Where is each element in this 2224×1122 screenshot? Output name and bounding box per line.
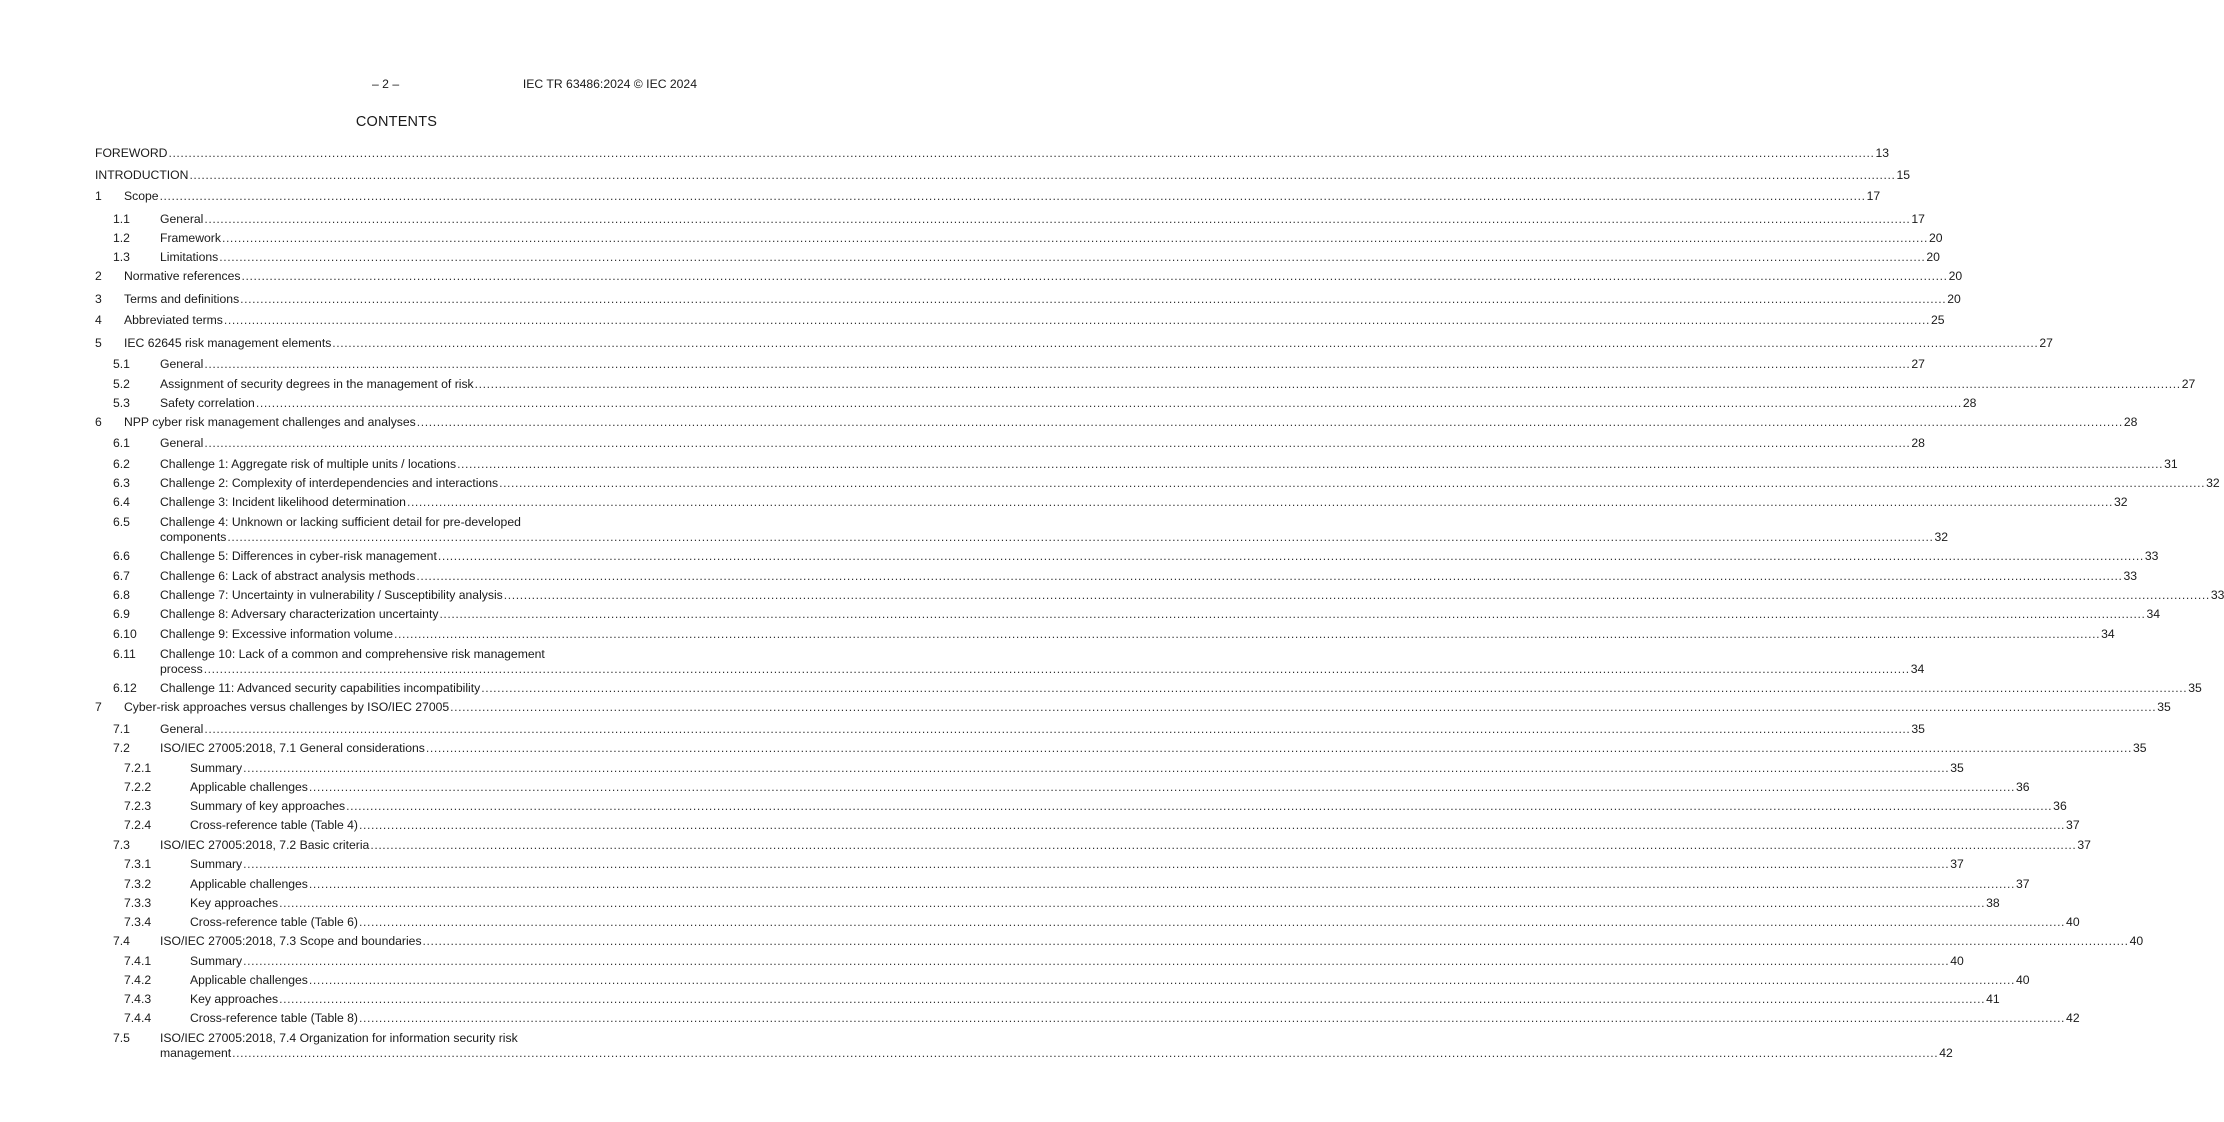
toc-entry-number: 6.9	[113, 607, 130, 621]
dot-leader	[204, 436, 1910, 451]
toc-entry-page: 25	[1930, 313, 1945, 327]
toc-entry[interactable]	[95, 212, 1925, 227]
dot-leader	[450, 700, 2156, 715]
toc-entry-number: 7.3	[113, 838, 130, 852]
toc-entry-page: 37	[2015, 877, 2030, 891]
toc-entry-page: 40	[2129, 934, 2144, 948]
toc-entry-number: 4	[95, 313, 102, 327]
toc-entry[interactable]	[95, 549, 2159, 564]
toc-entry-number: 7.2	[113, 741, 130, 755]
toc-entry-number: 7.3.2	[124, 877, 152, 891]
toc-entry-page: 37	[2077, 838, 2091, 852]
dot-leader	[204, 357, 1910, 372]
toc-entry-page: 40	[2015, 973, 2030, 987]
toc-entry-page: 27	[2039, 336, 2053, 350]
toc-entry[interactable]	[95, 457, 2178, 472]
toc-entry-page: 36	[2015, 780, 2030, 794]
dot-leader	[256, 396, 1962, 411]
dot-leader	[359, 1011, 2065, 1026]
toc-entry[interactable]	[95, 1011, 2080, 1026]
toc-entry-number: 7.2.4	[124, 818, 152, 832]
toc-entry[interactable]	[95, 336, 2053, 351]
toc-entry-title: Challenge 11: Advanced security capabilities incompatibility	[160, 681, 481, 695]
toc-entry-title: General	[160, 212, 204, 226]
toc-entry-title: Challenge 7: Uncertainty in vulnerability / Susceptibility analysis	[160, 588, 503, 602]
dot-leader	[423, 934, 2129, 949]
toc-entry-number: 3	[95, 292, 102, 306]
dot-leader	[227, 530, 1933, 545]
toc-entry-title: Challenge 5: Differences in cyber-risk management	[160, 549, 437, 563]
toc-entry-page: 33	[2123, 569, 2138, 583]
toc-entry-page: 27	[1911, 357, 1925, 371]
toc-entry-title: General	[160, 722, 204, 736]
toc-entry[interactable]	[95, 761, 1964, 776]
toc-entry-page: 17	[1866, 189, 1881, 203]
toc-entry-title: Challenge 8: Adversary characterization uncertainty	[160, 607, 439, 621]
standard-identifier: IEC TR 63486:2024 © IEC 2024	[522, 77, 697, 91]
toc-entry-number: 5.1	[113, 357, 130, 371]
toc-entry-number: 5	[95, 336, 102, 350]
dot-leader	[426, 741, 2132, 756]
dot-leader	[439, 607, 2145, 622]
toc-entry-page: 20	[1929, 231, 1943, 245]
dot-leader	[204, 662, 1910, 677]
toc-entry-number: 1.1	[113, 212, 130, 226]
dot-leader	[359, 915, 2065, 930]
toc-entry-title: INTRODUCTION	[95, 168, 189, 182]
toc-entry[interactable]	[95, 269, 1963, 284]
toc-entry[interactable]	[95, 588, 2224, 603]
toc-entry[interactable]	[95, 495, 2128, 510]
toc-entry-title: Challenge 4: Unknown or lacking sufficient detail for pre-developed	[160, 515, 521, 529]
toc-entry[interactable]	[95, 231, 1943, 246]
toc-entry-title-continued: components	[160, 530, 227, 544]
toc-entry[interactable]	[95, 896, 2000, 911]
toc-entry-title: Cyber-risk approaches versus challenges by ISO/IEC 27005	[124, 700, 450, 714]
toc-entry-page: 20	[1948, 269, 1963, 283]
toc-entry-title: Terms and definitions	[124, 292, 240, 306]
toc-entry-title: ISO/IEC 27005:2018, 7.2 Basic criteria	[160, 838, 370, 852]
toc-entry-number: 7.2.1	[124, 761, 152, 775]
toc-entry-title: Framework	[160, 231, 221, 245]
toc-entry-page: 32	[2114, 495, 2128, 509]
toc-entry-page: 41	[1986, 992, 2000, 1006]
toc-entry-number: 5.3	[113, 396, 130, 410]
toc-entry[interactable]	[95, 973, 2030, 988]
toc-entry-number: 7.2.3	[124, 799, 152, 813]
toc-entry-page: 15	[1896, 168, 1911, 182]
toc-entry-number: 6.7	[113, 569, 130, 583]
toc-entry-title: Summary	[190, 761, 243, 775]
dot-leader	[309, 780, 2015, 795]
toc-entry-page: 28	[2123, 415, 2138, 429]
toc-entry[interactable]	[95, 722, 1925, 737]
toc-entry[interactable]	[95, 627, 2115, 642]
toc-entry-title: Challenge 1: Aggregate risk of multiple units / locations	[160, 457, 457, 471]
toc-entry[interactable]	[95, 607, 2161, 622]
dot-leader	[309, 973, 2015, 988]
toc-entry-title: Summary	[190, 857, 243, 871]
toc-entry-title: Key approaches	[190, 992, 279, 1006]
toc-entry[interactable]	[95, 681, 2202, 696]
toc-entry[interactable]	[95, 857, 1964, 872]
dot-leader	[475, 377, 2181, 392]
toc-entry-title: Assignment of security degrees in the management of risk	[160, 377, 474, 391]
dot-leader	[416, 569, 2122, 584]
toc-entry-title: Cross-reference table (Table 6)	[190, 915, 358, 929]
toc-entry-title: Challenge 10: Lack of a common and comprehensive risk management	[160, 647, 545, 661]
toc-entry[interactable]	[95, 476, 2220, 491]
toc-entry-page: 34	[2146, 607, 2161, 621]
dot-leader	[346, 799, 2052, 814]
toc-entry-number: 7.4.1	[124, 954, 152, 968]
dot-leader	[359, 818, 2065, 833]
toc-entry-page: 34	[1910, 662, 1925, 676]
toc-entry-number: 1.3	[113, 250, 130, 264]
toc-entry-page: 28	[1911, 436, 1925, 450]
page-number: – 2 –	[372, 77, 400, 91]
toc-entry-number: 6.1	[113, 436, 130, 450]
toc-entry[interactable]	[95, 396, 1977, 411]
toc-entry-number: 7.4.2	[124, 973, 152, 987]
toc-entry-number: 1.2	[113, 231, 130, 245]
toc-entry-title: Scope	[124, 189, 159, 203]
toc-entry-number: 7.3.3	[124, 896, 152, 910]
toc-entry-page: 33	[2144, 549, 2159, 563]
toc-entry-number: 7.3.4	[124, 915, 152, 929]
toc-entry-page: 20	[1926, 250, 1940, 264]
toc-entry-number: 7.2.2	[124, 780, 152, 794]
toc-entry[interactable]	[95, 189, 1881, 204]
dot-leader	[370, 838, 2076, 853]
dot-leader	[243, 761, 1949, 776]
toc-entry-title: IEC 62645 risk management elements	[124, 336, 332, 350]
toc-entry-page: 32	[1934, 530, 1949, 544]
dot-leader	[219, 250, 1925, 265]
toc-entry-page: 40	[1950, 954, 1964, 968]
toc-entry-number: 6.11	[113, 647, 136, 661]
toc-entry[interactable]	[95, 415, 2138, 430]
toc-entry-number: 6.2	[113, 457, 130, 471]
toc-entry[interactable]	[95, 741, 2147, 756]
dot-leader	[499, 476, 2205, 491]
dot-leader	[204, 722, 1910, 737]
toc-entry-title: Limitations	[160, 250, 219, 264]
toc-entry[interactable]	[95, 799, 2067, 814]
toc-entry[interactable]	[95, 647, 1925, 677]
toc-entry-number: 7.4	[113, 934, 130, 948]
toc-entry-number: 6.3	[113, 476, 130, 490]
toc-entry-number: 7.4.4	[124, 1011, 152, 1025]
toc-entry-page: 34	[2101, 627, 2115, 641]
toc-entry[interactable]	[95, 168, 1911, 183]
toc-entry-number: 7.5	[113, 1031, 130, 1045]
toc-entry-number: 1	[95, 189, 102, 203]
toc-entry-page: 35	[1950, 761, 1964, 775]
toc-entry-title: Cross-reference table (Table 8)	[190, 1011, 358, 1025]
toc-entry-title: ISO/IEC 27005:2018, 7.1 General considerations	[160, 741, 425, 755]
toc-entry-number: 6	[95, 415, 102, 429]
toc-entry-page: 35	[1911, 722, 1925, 736]
toc-entry-title: Safety correlation	[160, 396, 255, 410]
toc-entry-title: Cross-reference table (Table 4)	[190, 818, 358, 832]
toc-entry-title: Challenge 2: Complexity of interdependencies and interactions	[160, 476, 499, 490]
dot-leader	[407, 495, 2113, 510]
toc-entry-page: 35	[2188, 681, 2202, 695]
toc-entry[interactable]	[95, 436, 1925, 451]
toc-entry-number: 7.4.3	[124, 992, 152, 1006]
toc-entry[interactable]	[95, 515, 1949, 545]
toc-entry[interactable]	[95, 292, 1961, 307]
dot-leader	[481, 681, 2187, 696]
toc-entry-title-continued: management	[160, 1046, 232, 1060]
toc-entry-page: 37	[1950, 857, 1964, 871]
toc-entry-title: Challenge 6: Lack of abstract analysis methods	[160, 569, 416, 583]
dot-leader	[417, 415, 2123, 430]
toc-entry-page: 27	[2181, 377, 2196, 391]
toc-entry-title: Challenge 3: Incident likelihood determination	[160, 495, 406, 509]
dot-leader	[332, 336, 2038, 351]
toc-entry[interactable]	[95, 780, 2030, 795]
toc-entry-title: Summary of key approaches	[190, 799, 346, 813]
toc-entry[interactable]	[95, 250, 1940, 265]
toc-entry-title: General	[160, 436, 204, 450]
dot-leader	[438, 549, 2144, 564]
toc-entry-number: 6.5	[113, 515, 130, 529]
toc-entry-number: 6.10	[113, 627, 137, 641]
toc-entry-page: 31	[2164, 457, 2178, 471]
toc-entry[interactable]	[95, 838, 2091, 853]
toc-entry-page: 42	[2066, 1011, 2080, 1025]
toc-entry-number: 6.8	[113, 588, 130, 602]
toc-entry-title: Applicable challenges	[190, 973, 308, 987]
toc-entry[interactable]	[95, 357, 1925, 372]
toc-entry-page: 28	[1962, 396, 1977, 410]
dot-leader	[189, 168, 1895, 183]
dot-leader	[224, 313, 1930, 328]
toc-entry-page: 32	[2206, 476, 2220, 490]
dot-leader	[240, 292, 1946, 307]
toc-entry[interactable]	[95, 954, 1964, 969]
toc-entry-number: 5.2	[113, 377, 130, 391]
dot-leader	[394, 627, 2100, 642]
toc-entry-page: 38	[1986, 896, 2000, 910]
toc-entry[interactable]	[95, 569, 2138, 584]
dot-leader	[160, 189, 1866, 204]
dot-leader	[279, 992, 1985, 1007]
toc-entry-page: 36	[2053, 799, 2067, 813]
toc-entry-title: General	[160, 357, 204, 371]
dot-leader	[309, 877, 2015, 892]
toc-entry-page: 20	[1947, 292, 1961, 306]
toc-entry-page: 33	[2210, 588, 2224, 602]
dot-leader	[222, 231, 1928, 246]
dot-leader	[204, 212, 1910, 227]
toc-entry[interactable]	[95, 377, 2196, 392]
dot-leader	[168, 146, 1874, 161]
toc-entry-page: 40	[2066, 915, 2080, 929]
toc-entry-title: FOREWORD	[95, 146, 168, 160]
dot-leader	[504, 588, 2210, 603]
toc-entry[interactable]	[95, 313, 1945, 328]
toc-entry-page: 37	[2066, 818, 2080, 832]
toc-entry-page: 35	[2157, 700, 2171, 714]
toc-entry-number: 6.6	[113, 549, 130, 563]
toc-entry[interactable]	[95, 700, 2171, 715]
page-header	[0, 77, 793, 93]
toc-entry-title: Challenge 9: Excessive information volume	[160, 627, 394, 641]
toc-entry-title-continued: process	[160, 662, 203, 676]
toc-entry-number: 7.3.1	[124, 857, 152, 871]
toc-entry-title: Summary	[190, 954, 243, 968]
toc-entry-title: ISO/IEC 27005:2018, 7.3 Scope and boundaries	[160, 934, 422, 948]
toc-entry[interactable]	[95, 818, 2080, 833]
toc-entry[interactable]	[95, 934, 2144, 949]
toc-entry-number: 7.1	[113, 722, 130, 736]
toc-entry-page: 35	[2132, 741, 2147, 755]
dot-leader	[279, 896, 1985, 911]
toc-entry-title: Applicable challenges	[190, 780, 308, 794]
toc-entry-title: Normative references	[124, 269, 241, 283]
toc-entry-number: 6.12	[113, 681, 137, 695]
page-title: CONTENTS	[355, 114, 438, 130]
toc-entry[interactable]	[95, 915, 2080, 930]
dot-leader	[242, 269, 1948, 284]
dot-leader	[232, 1046, 1938, 1061]
toc-entry[interactable]	[95, 1031, 1953, 1061]
toc-entry-number: 6.4	[113, 495, 130, 509]
toc-entry-title: Key approaches	[190, 896, 279, 910]
toc-entry-title: Abbreviated terms	[124, 313, 223, 327]
dot-leader	[457, 457, 2163, 472]
toc-entry-title: NPP cyber risk management challenges and analyses	[124, 415, 416, 429]
toc-entry[interactable]	[95, 146, 1890, 161]
dot-leader	[243, 857, 1949, 872]
toc-entry-number: 7	[95, 700, 102, 714]
toc-entry-title: Applicable challenges	[190, 877, 308, 891]
toc-entry[interactable]	[95, 877, 2030, 892]
toc-entry-number: 2	[95, 269, 102, 283]
toc-entry-page: 42	[1939, 1046, 1953, 1060]
toc-entry-page: 17	[1911, 212, 1925, 226]
toc-entry-page: 13	[1875, 146, 1890, 160]
dot-leader	[243, 954, 1949, 969]
toc-entry-title: ISO/IEC 27005:2018, 7.4 Organization for information security risk	[160, 1031, 518, 1045]
toc-entry[interactable]	[95, 992, 2000, 1007]
